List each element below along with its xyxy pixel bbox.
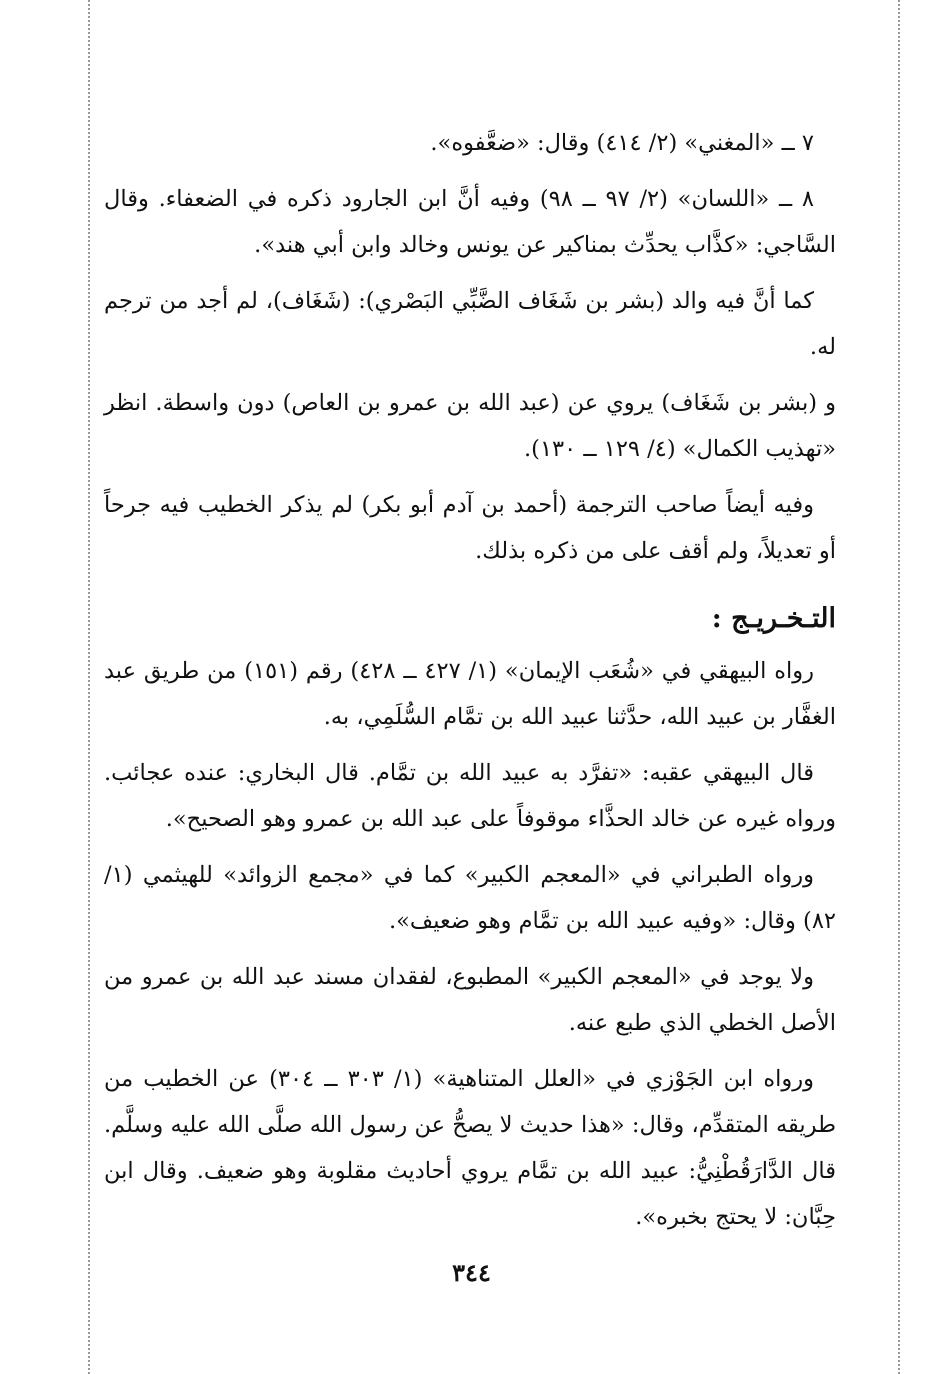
scan-margin-right [898, 0, 900, 1374]
takhrij-paragraph-3: ورواه الطبراني في «المعجم الكبير» كما في «مجمع الزوائد» للهيثمي (١/ ٨٢) وقال: «وفيه عبيد الله بن تمَّام وهو ضعيف». [104, 862, 836, 934]
page-number: ٣٤٤ [452, 1258, 491, 1287]
footnote-8: ٨ ــ «اللسان» (٢/ ٩٧ ــ ٩٨) وفيه أنَّ ابن الجارود ذكره في الضعفاء. وقال السَّاجي: «كذَّاب يحدِّث بمناكير عن يونس وخالد وابن أبي هند». [104, 186, 836, 258]
page-body [104, 120, 836, 1250]
takhrij-paragraph-2: قال البيهقي عقبه: «تفرَّد به عبيد الله بن تمَّام. قال البخاري: عنده عجائب. ورواه غيره عن خالد الحذَّاء موقوفاً على عبد الله بن عمرو وهو الصحيح». [104, 760, 836, 832]
paragraph-father: كما أنَّ فيه والد (بشر بن شَغَاف الضَّبِّي البَصْري): (شَغَاف)، لم أجد من ترجم له. [104, 288, 836, 360]
takhrij-paragraph-4: ولا يوجد في «المعجم الكبير» المطبوع، لفقدان مسند عبد الله بن عمرو من الأصل الخطي الذي طبع عنه. [104, 964, 836, 1036]
footnote-7: ٧ ــ «المغني» (٢/ ٤١٤) وقال: «ضعَّفوه». [430, 130, 814, 156]
takhrij-paragraph-1: رواه البيهقي في «شُعَب الإيمان» (١/ ٤٢٧ ــ ٤٢٨) رقم (١٥١) من طريق عبد الغفَّار بن عبيد الله، حدَّثنا عبيد الله بن تمَّام السُّلَمِي، به. [104, 658, 836, 730]
paragraph-ahmad: وفيه أيضاً صاحب الترجمة (أحمد بن آدم أبو بكر) لم يذكر الخطيب فيه جرحاً أو تعديلاً، ولم أقف على من ذكره بذلك. [104, 492, 836, 564]
takhrij-paragraph-5: ورواه ابن الجَوْزي في «العلل المتناهية» (١/ ٣٠٣ ــ ٣٠٤) عن الخطيب من طريقه المتقدِّم، وقال: «هذا حديث لا يصحُّ عن رسول الله صلَّى الله عليه وسلَّم. قال الدَّارَقُطْنِيُّ: عبيد الله بن تمَّام يروي أحاديث مقلوبة وهو ضعيف. وقال ابن حِبَّان: لا يحتج بخبره». [104, 1066, 836, 1230]
paragraph-bishr: و (بشر بن شَغَاف) يروي عن (عبد الله بن عمرو بن العاص) دون واسطة. انظر «تهذيب الكمال» (٤/ ١٢٩ ــ ١٣٠). [104, 390, 836, 462]
scan-margin-left [88, 0, 90, 1374]
section-heading-takhrij: التـخـريـج : [711, 603, 836, 634]
